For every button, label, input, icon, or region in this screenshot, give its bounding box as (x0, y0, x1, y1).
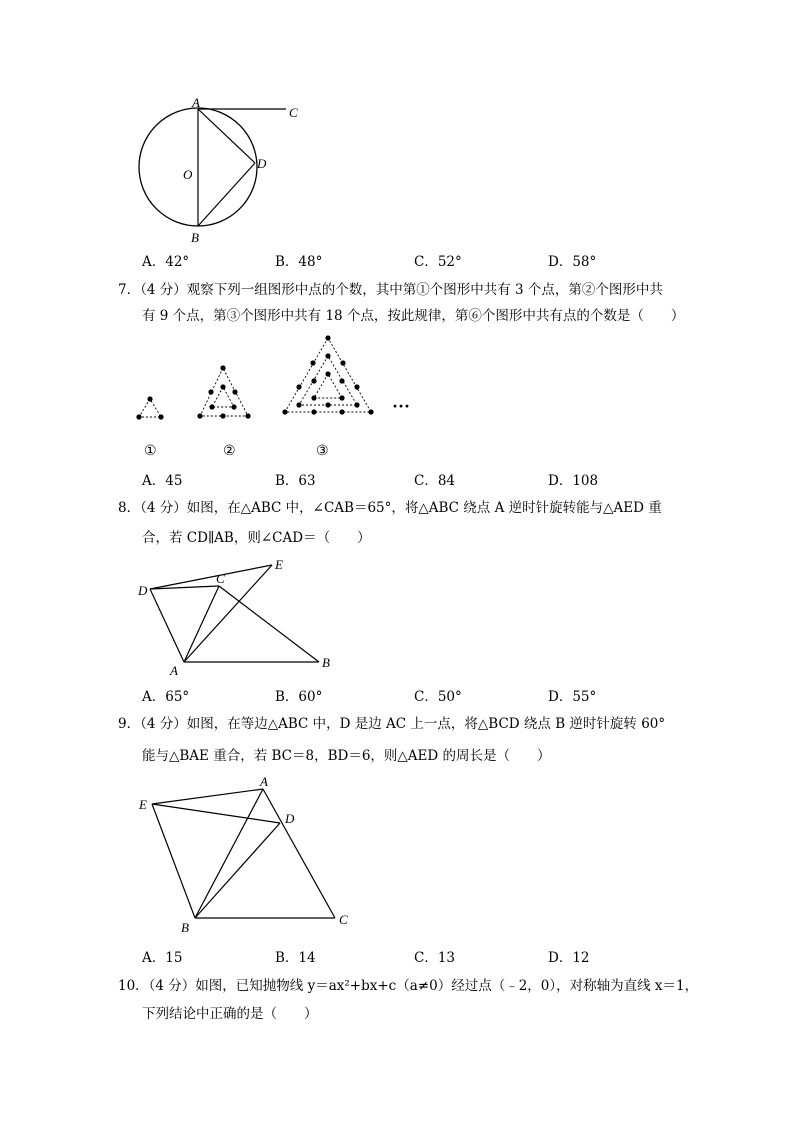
dot (325, 335, 330, 340)
q8-option-a[interactable]: A．65° (142, 689, 190, 705)
dot (339, 409, 344, 414)
dot (136, 414, 141, 419)
label-b: B (191, 230, 199, 245)
label-a: A (192, 95, 200, 110)
label-e: E (139, 797, 147, 812)
q8-option-b[interactable]: B．60° (275, 689, 323, 705)
dot (340, 360, 345, 365)
label-e: E (275, 557, 283, 572)
label-a: A (170, 663, 178, 678)
segment-ae (152, 789, 263, 804)
q6-circle-figure (130, 90, 320, 250)
q8-question-line1: 8．（4 分）如图，在△ABC 中，∠CAB＝65°，将△ABC 绕点 A 逆时针旋转能与△AED 重 (118, 500, 662, 516)
dot (339, 395, 344, 400)
figure-label-2: ② (223, 444, 236, 459)
dot (354, 402, 359, 407)
dot (232, 389, 237, 394)
figure-label-3: ③ (316, 444, 329, 459)
dot (209, 404, 214, 409)
dot (311, 395, 316, 400)
q10-question-line1: 10．（4 分）如图，已知抛物线 y＝ax²+bx+c（a≠0）经过点（﹣2，0），对称轴为直线 x＝1， (118, 978, 699, 994)
dot (282, 409, 287, 414)
q8-option-d[interactable]: D．55° (548, 689, 597, 705)
q6-option-b[interactable]: B．48° (275, 254, 323, 270)
label-c: C (289, 105, 298, 120)
q7-option-a[interactable]: A．45 (142, 473, 183, 489)
q6-option-a[interactable]: A．42° (142, 254, 190, 270)
label-d: D (285, 811, 295, 826)
segment-cb (219, 586, 319, 662)
label-d: D (257, 156, 267, 171)
dot (220, 365, 225, 370)
dot (339, 378, 344, 383)
segment-be (152, 804, 195, 918)
dot (325, 353, 330, 358)
q9-question-line2: 能与△BAE 重合，若 BC＝8，BD＝6，则△AED 的周长是（ ） (142, 748, 551, 764)
dot (147, 396, 152, 401)
dot (220, 413, 225, 418)
dot (368, 409, 373, 414)
label-d: D (138, 583, 148, 598)
chord-ad (198, 109, 255, 163)
dot (158, 414, 163, 419)
label-a: A (260, 775, 268, 789)
q7-option-b[interactable]: B．63 (275, 473, 316, 489)
label-b: B (322, 655, 330, 670)
q7-option-d[interactable]: D．108 (548, 473, 599, 489)
q7-option-c[interactable]: C．84 (414, 473, 456, 489)
segment-ed (152, 804, 280, 823)
q9-question-line1: 9．（4 分）如图，在等边△ABC 中，D 是边 AC 上一点，将△BCD 绕点 B 逆时针旋转 60° (118, 716, 666, 732)
q9-option-b[interactable]: B．14 (275, 950, 316, 966)
dot (296, 384, 301, 389)
segment-ad (150, 589, 184, 662)
label-c: C (216, 571, 225, 586)
dot (354, 384, 359, 389)
dot (311, 378, 316, 383)
dot (296, 402, 301, 407)
chord-bd (198, 163, 255, 226)
segment-ac (263, 789, 335, 918)
q7-dot-pattern-figure (130, 332, 430, 462)
q8-option-c[interactable]: C．50° (414, 689, 462, 705)
dot (245, 413, 250, 418)
q6-option-d[interactable]: D．58° (548, 254, 597, 270)
q6-option-c[interactable]: C．52° (414, 254, 462, 270)
figure-label-1: ① (144, 444, 157, 459)
q9-option-d[interactable]: D．12 (548, 950, 590, 966)
label-c: C (339, 912, 348, 927)
dot (197, 413, 202, 418)
dot (231, 404, 236, 409)
q8-rotation-figure (130, 555, 340, 680)
q7-question-line2: 有 9 个点，第③个图形中共有 18 个点，按此规律，第⑥个图形中共有点的个数是（ ） (142, 308, 685, 324)
dot (311, 409, 316, 414)
q9-option-c[interactable]: C．13 (414, 950, 456, 966)
dot (220, 384, 225, 389)
dot (310, 360, 315, 365)
label-b: B (181, 920, 189, 935)
q10-question-line2: 下列结论中正确的是（ ） (142, 1006, 318, 1022)
q9-equilateral-rotation-figure (130, 775, 360, 935)
q8-question-line2: 合，若 CD∥AB，则∠CAD＝（ ） (142, 530, 371, 546)
q7-question-line1: 7．（4 分）观察下列一组图形中点的个数，其中第①个图形中共有 3 个点，第②个图形中共 (118, 282, 663, 298)
dot (208, 389, 213, 394)
ellipsis: ··· (392, 396, 411, 416)
dot (325, 371, 330, 376)
label-o: O (183, 167, 193, 182)
dot (325, 402, 330, 407)
segment-ac (184, 586, 219, 662)
q9-option-a[interactable]: A．15 (142, 950, 183, 966)
